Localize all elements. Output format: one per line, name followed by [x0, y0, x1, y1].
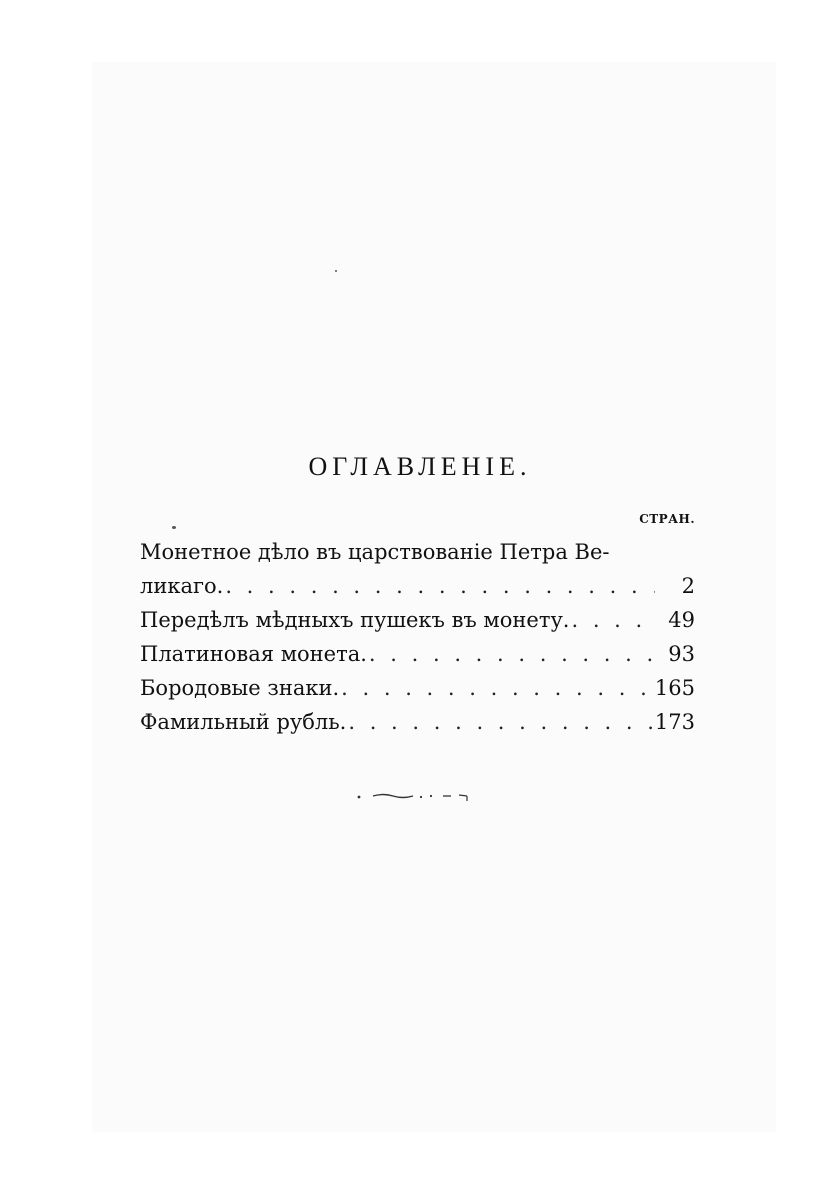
toc-entry: [140, 535, 695, 569]
toc-title: ОГЛАВЛЕНІЕ.: [308, 452, 532, 481]
dot-leader: [569, 603, 655, 637]
toc-entry-page: 173: [654, 710, 695, 734]
dot-leader: [339, 671, 655, 705]
ink-speck: [335, 270, 337, 272]
toc-entry-page: 93: [668, 642, 695, 666]
dot-leader: [367, 637, 655, 671]
toc-entry-title: Фамильный рубль.: [140, 710, 347, 734]
toc-entry-title: Монетное дѣло въ царствованіе Петра Ве-: [140, 540, 610, 564]
toc-entry-page: 49: [668, 608, 695, 632]
toc-entry-title: ликаго.: [140, 574, 224, 598]
toc-entry: [140, 569, 695, 603]
page-column-header: СТРАН.: [639, 512, 695, 526]
tailpiece-ornament: [355, 790, 475, 804]
toc-entry: [140, 705, 695, 739]
dot-leader: [346, 705, 655, 739]
toc-entry: [140, 603, 695, 637]
toc-entry: [140, 637, 695, 671]
toc-entry-page: 165: [654, 676, 695, 700]
ink-speck: [172, 526, 176, 529]
toc-entry-title: Передѣлъ мѣдныхъ пушекъ въ монету.: [140, 608, 570, 632]
toc-entry: [140, 671, 695, 705]
toc-entry-title: Бородовые знаки.: [140, 676, 340, 700]
table-of-contents: [140, 535, 695, 739]
toc-entry-page: 2: [681, 574, 695, 598]
toc-entry-title: Платиновая монета.: [140, 642, 367, 666]
dot-leader: [223, 569, 655, 603]
